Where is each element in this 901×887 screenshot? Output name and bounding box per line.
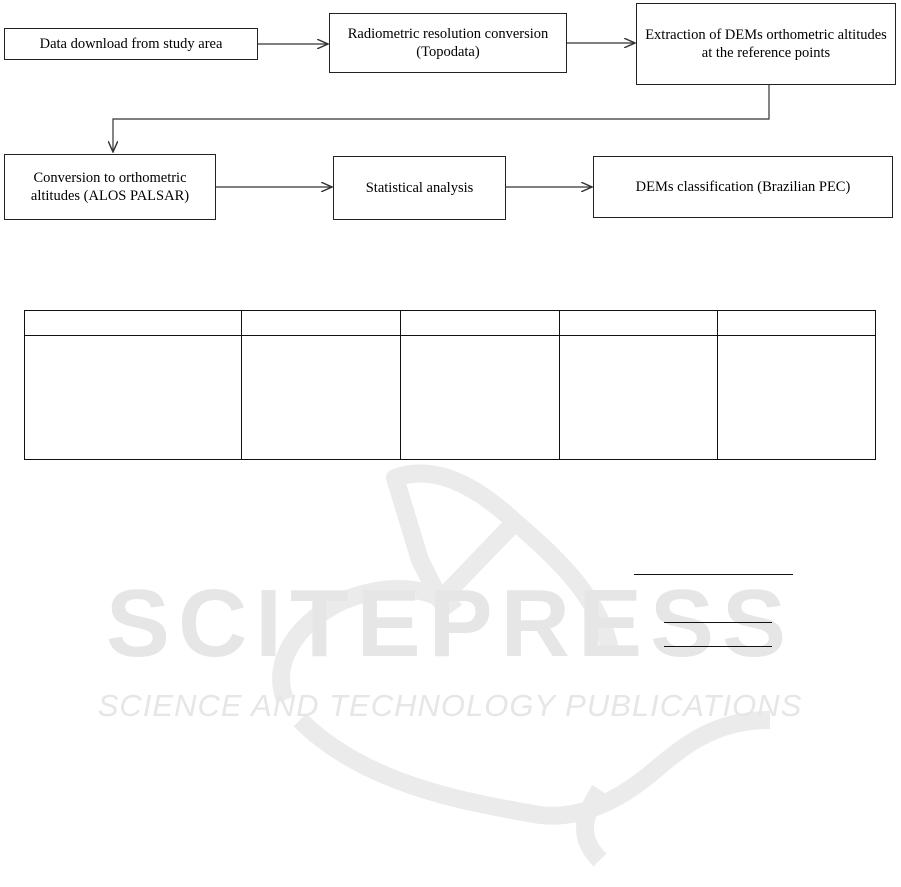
watermark-logo-text: SCITEPRESS: [105, 570, 795, 677]
node-label: Statistical analysis: [365, 179, 474, 196]
node-label: Extraction of DEMs orthometric altitudes at the reference points: [645, 26, 887, 61]
rule-line: [664, 622, 772, 623]
rule-line: [634, 574, 793, 575]
node-label: Conversion to orthometric altitudes (ALOS PALSAR): [30, 169, 190, 204]
node-label: Data download from study area: [39, 35, 223, 52]
watermark-tagline: SCIENCE AND TECHNOLOGY PUBLICATIONS: [97, 688, 803, 723]
node-label: Radiometric resolution conversion (Topodata): [347, 25, 549, 60]
rule-line: [664, 646, 772, 647]
node-label: DEMs classification (Brazilian PEC): [635, 178, 851, 195]
